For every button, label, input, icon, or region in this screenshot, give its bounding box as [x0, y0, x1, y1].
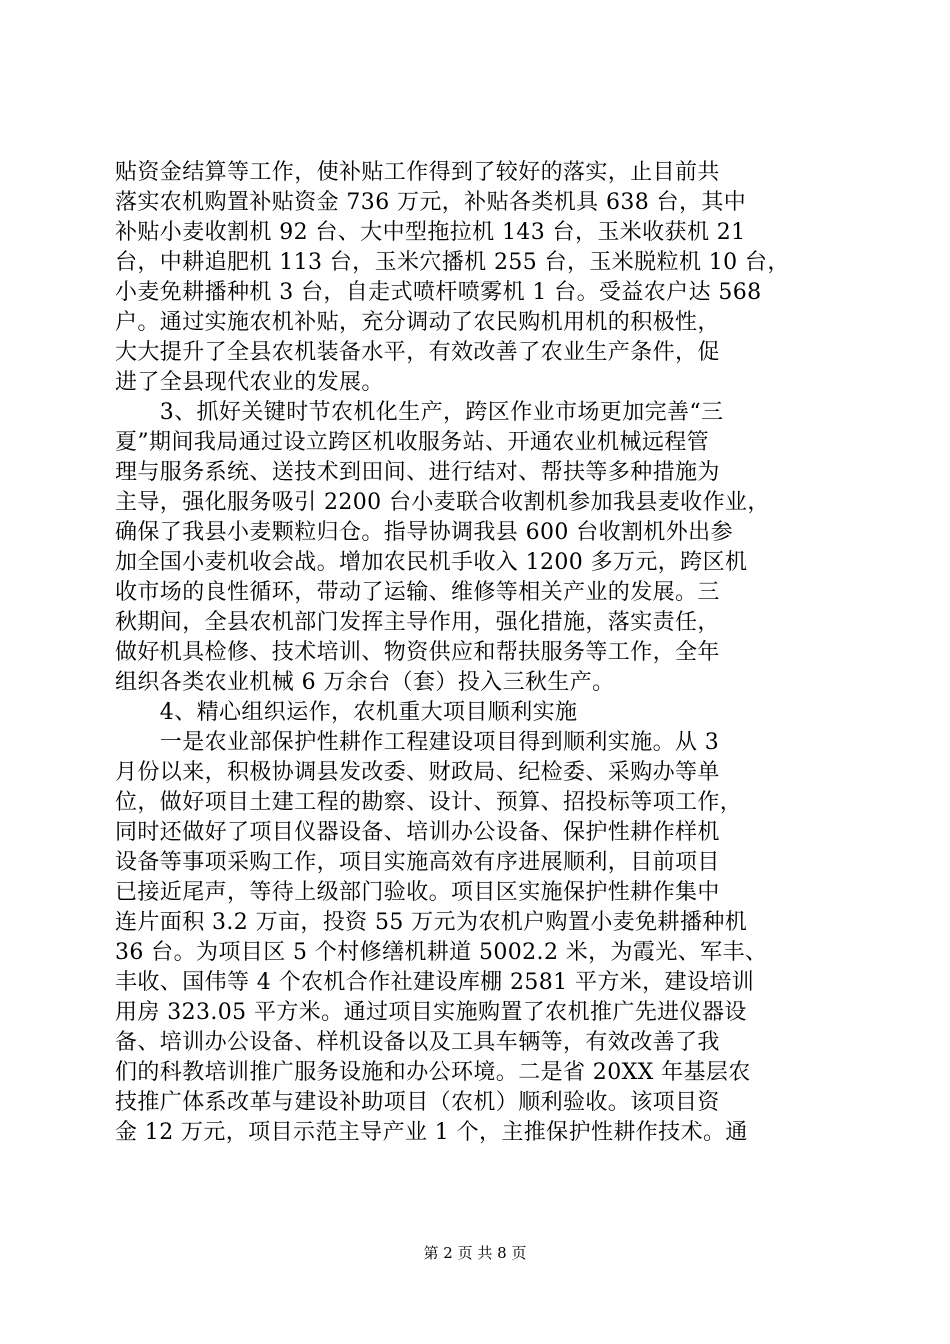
text-line: 收市场的良性循环，带动了运输、维修等相关产业的发展。三 [115, 580, 720, 605]
text-line: 金 12 万元，项目示范主导产业 1 个，主推保护性耕作技术。通 [115, 1120, 748, 1145]
text-line: 位，做好项目土建工程的勘察、设计、预算、招投标等项工作， [115, 790, 743, 815]
text-line: 理与服务系统、送技术到田间、进行结对、帮扶等多种措施为 [115, 460, 720, 485]
text-line: 一是农业部保护性耕作工程建设项目得到顺利实施。从 3 [115, 730, 720, 755]
text-line: 3、抓好关键时节农机化生产，跨区作业市场更加完善“三 [115, 400, 724, 425]
document-body [115, 158, 835, 1148]
text-line: 备、培训办公设备、样机设备以及工具车辆等，有效改善了我 [115, 1030, 720, 1055]
text-line: 小麦免耕播种机 3 台，自走式喷杆喷雾机 1 台。受益农户达 568 [115, 280, 762, 305]
text-line: 大大提升了全县农机装备水平，有效改善了农业生产条件，促 [115, 340, 720, 365]
text-line: 同时还做好了项目仪器设备、培训办公设备、保护性耕作样机 [115, 820, 720, 845]
text-line: 加全国小麦机收会战。增加农民机手收入 1200 多万元，跨区机 [115, 550, 748, 575]
page-footer: 第 2 页 共 8 页 [423, 1244, 527, 1262]
text-line: 组织各类农业机械 6 万余台（套）投入三秋生产。 [115, 670, 615, 695]
text-line: 们的科教培训推广服务设施和办公环境。二是省 20XX 年基层农 [115, 1060, 751, 1085]
text-line: 设备等事项采购工作，项目实施高效有序进展顺利，目前项目 [115, 850, 720, 875]
text-line: 用房 323.05 平方米。通过项目实施购置了农机推广先进仪器设 [115, 1000, 747, 1025]
text-line: 主导，强化服务吸引 2200 台小麦联合收割机参加我县麦收作业， [115, 490, 770, 515]
text-line: 月份以来，积极协调县发改委、财政局、纪检委、采购办等单 [115, 760, 720, 785]
text-line: 补贴小麦收割机 92 台、大中型拖拉机 143 台，玉米收获机 21 [115, 220, 746, 245]
text-line: 进了全县现代农业的发展。 [115, 370, 384, 395]
text-line: 确保了我县小麦颗粒归仓。指导协调我县 600 台收割机外出参 [115, 520, 733, 545]
text-line: 4、精心组织运作，农机重大项目顺利实施 [115, 700, 578, 725]
text-line: 丰收、国伟等 4 个农机合作社建设库棚 2581 平方米，建设培训 [115, 970, 755, 995]
text-line: 落实农机购置补贴资金 736 万元，补贴各类机具 638 台，其中 [115, 190, 747, 215]
text-line: 36 台。为项目区 5 个村修缮机耕道 5002.2 米，为霞光、军丰、 [115, 940, 768, 965]
text-line: 已接近尾声，等待上级部门验收。项目区实施保护性耕作集中 [115, 880, 720, 905]
text-line: 夏”期间我局通过设立跨区机收服务站、开通农业机械远程管 [115, 430, 710, 455]
text-line: 做好机具检修、技术培训、物资供应和帮扶服务等工作，全年 [115, 640, 720, 665]
text-line: 技推广体系改革与建设补助项目（农机）顺利验收。该项目资 [115, 1090, 720, 1115]
text-line: 户。通过实施农机补贴，充分调动了农民购机用机的积极性， [115, 310, 720, 335]
text-line: 台，中耕追肥机 113 台，玉米穴播机 255 台，玉米脱粒机 10 台， [115, 250, 790, 275]
text-line: 贴资金结算等工作，使补贴工作得到了较好的落实，止目前共 [115, 160, 720, 185]
text-line: 连片面积 3.2 万亩，投资 55 万元为农机户购置小麦免耕播种机 [115, 910, 748, 935]
text-line: 秋期间，全县农机部门发挥主导作用，强化措施，落实责任， [115, 610, 720, 635]
